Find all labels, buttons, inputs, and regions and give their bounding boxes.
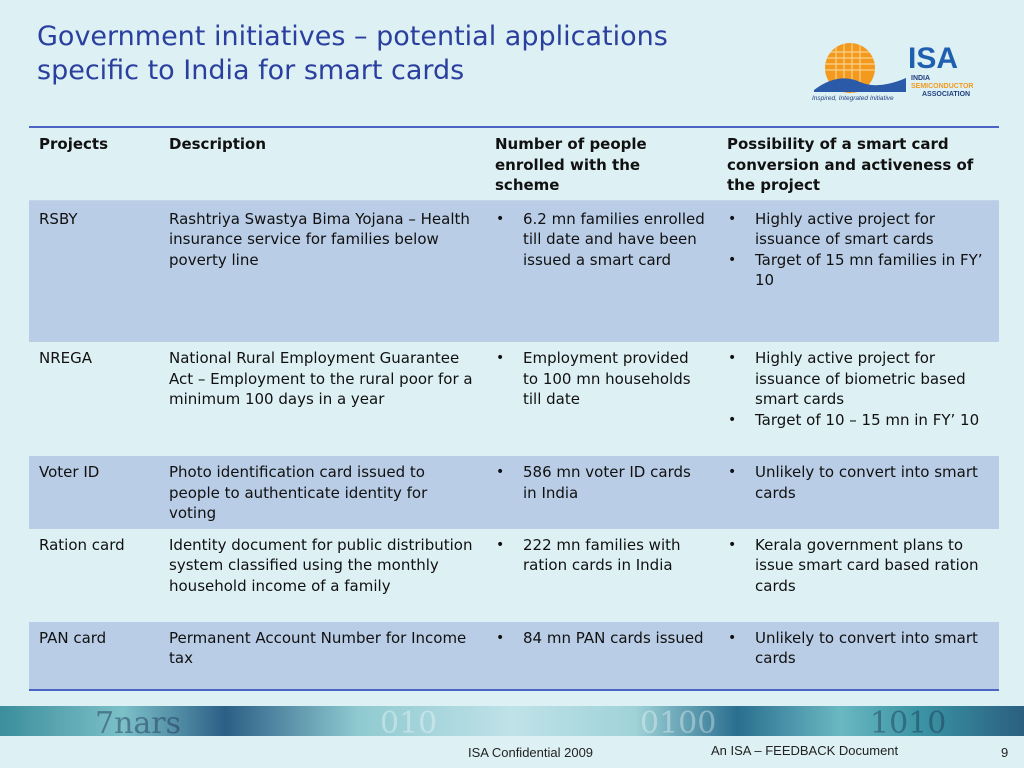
svg-text:0100: 0100: [640, 706, 717, 736]
possibility-cell: [717, 456, 999, 529]
header-possibility: Possibility of a smart card conversion and activeness of the project: [717, 128, 999, 200]
bullet-item: • Target of 15 mn families in FY’ 10: [727, 250, 989, 291]
enrolled-cell: [485, 342, 717, 456]
svg-text:Inspired, Integrated Initiativ: Inspired, Integrated Initiative: [812, 95, 894, 102]
svg-text:010: 010: [380, 706, 438, 736]
header-projects: Projects: [29, 128, 159, 200]
table-row: [29, 342, 999, 456]
project-cell: Voter ID: [29, 456, 159, 529]
svg-text:INDIA: INDIA: [911, 75, 931, 82]
table-row: [29, 622, 999, 689]
svg-text:7nars: 7nars: [95, 706, 182, 736]
page-number: 9: [1001, 745, 1009, 760]
bullet-item: • 222 mn families with ration cards in India: [495, 535, 707, 576]
project-cell: RSBY: [29, 200, 159, 342]
bullet-item: • 84 mn PAN cards issued: [495, 628, 707, 649]
project-cell: NREGA: [29, 342, 159, 456]
enrolled-cell: [485, 529, 717, 622]
decorative-footer-band: [0, 706, 1024, 736]
isa-logo: [808, 38, 986, 104]
header-enrolled: Number of people enrolled with the scheme: [485, 128, 717, 200]
possibility-cell: [717, 529, 999, 622]
bullet-item: • Highly active project for issuance of biometric based smart cards: [727, 348, 989, 410]
svg-text:ISA: ISA: [908, 42, 959, 75]
possibility-cell: [717, 622, 999, 689]
svg-text:ASSOCIATION: ASSOCIATION: [922, 91, 971, 98]
footer-confidential: ISA Confidential 2009: [468, 745, 594, 760]
description-cell: Rashtriya Swastya Bima Yojana – Health insurance service for families below poverty line: [159, 200, 485, 342]
project-cell: Ration card: [29, 529, 159, 622]
table-row: [29, 456, 999, 529]
footer-document-label: An ISA – FEEDBACK Document: [711, 743, 899, 758]
bullet-item: • 6.2 mn families enrolled till date and have been issued a smart card: [495, 209, 707, 271]
bullet-item: • Unlikely to convert into smart cards: [727, 462, 989, 503]
bullet-item: • Employment provided to 100 mn households till date: [495, 348, 707, 410]
bullet-item: • Target of 10 – 15 mn in FY’ 10: [727, 410, 989, 431]
table-row: [29, 529, 999, 622]
table-row: [29, 200, 999, 342]
table-header-row: [29, 128, 999, 200]
enrolled-cell: [485, 200, 717, 342]
description-cell: National Rural Employment Guarantee Act – Employment to the rural poor for a minimum 100 days in a year: [159, 342, 485, 456]
possibility-cell: [717, 200, 999, 342]
description-cell: Permanent Account Number for Income tax: [159, 622, 485, 689]
header-description: Description: [159, 128, 485, 200]
description-cell: Photo identification card issued to people to authenticate identity for voting: [159, 456, 485, 529]
bullet-item: • Kerala government plans to issue smart card based ration cards: [727, 535, 989, 597]
bullet-item: • 586 mn voter ID cards in India: [495, 462, 707, 503]
bullet-item: • Highly active project for issuance of smart cards: [727, 209, 989, 250]
slide-title: Government initiatives – potential applications specific to India for smart cards: [37, 21, 668, 86]
enrolled-cell: [485, 456, 717, 529]
description-cell: Identity document for public distribution system classified using the monthly household income of a family: [159, 529, 485, 622]
svg-text:1010: 1010: [870, 706, 947, 736]
possibility-cell: [717, 342, 999, 456]
project-cell: PAN card: [29, 622, 159, 689]
enrolled-cell: [485, 622, 717, 689]
projects-table: [29, 126, 999, 691]
svg-text:SEMICONDUCTOR: SEMICONDUCTOR: [911, 83, 974, 90]
bullet-item: • Unlikely to convert into smart cards: [727, 628, 989, 669]
binary-pattern-icon: [0, 706, 1024, 736]
